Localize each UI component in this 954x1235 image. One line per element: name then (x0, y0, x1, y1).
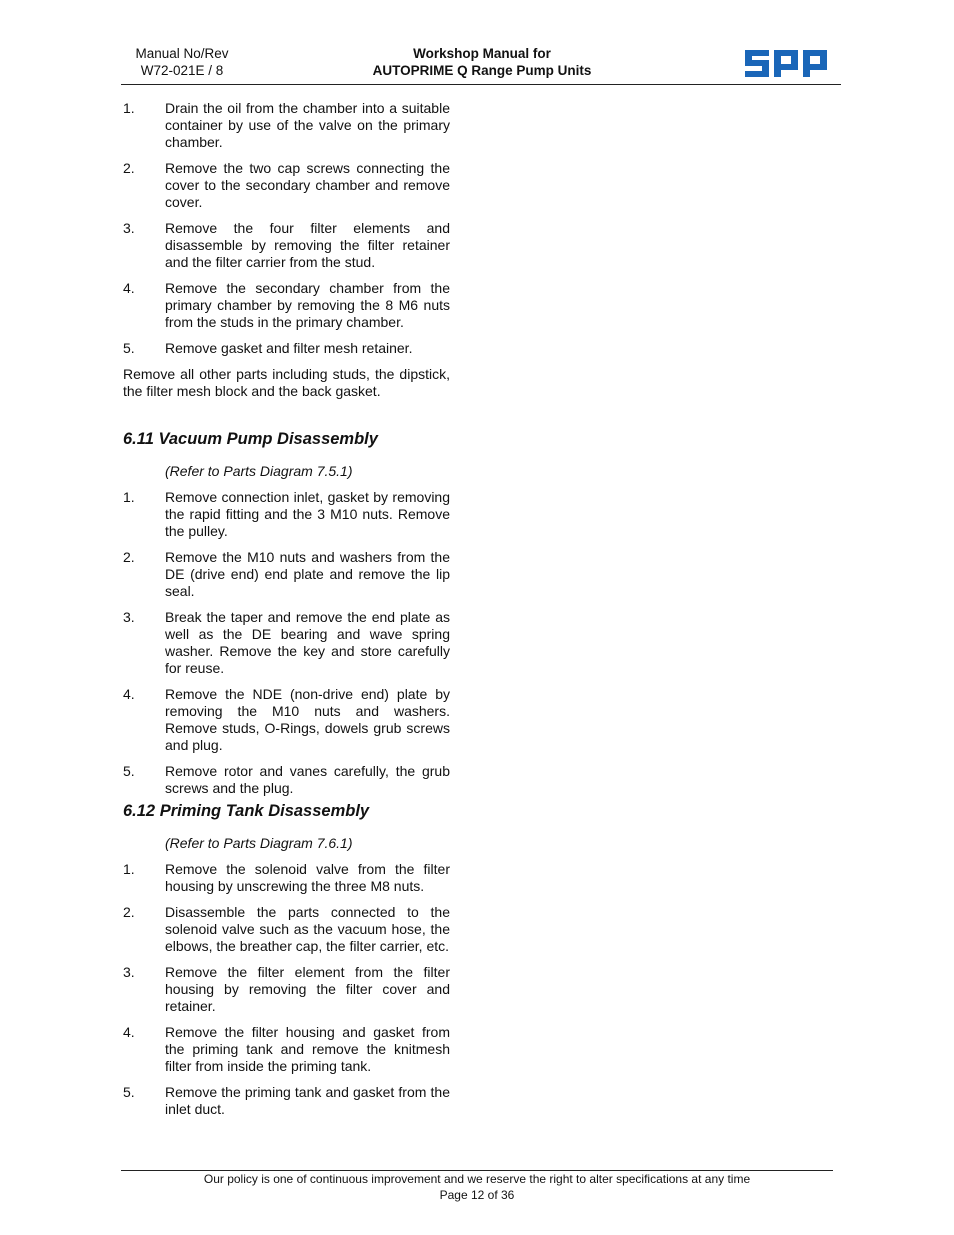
vacuum-pump-steps-list (123, 489, 450, 797)
list-item: 5. Remove rotor and vanes carefully, the grub screws and the plug. (123, 763, 450, 796)
list-item: 3. Remove the four filter elements and disassemble by removing the filter retainer and the filter carrier from the stud. (123, 220, 450, 270)
list-item: 2. Remove the two cap screws connecting the cover to the secondary chamber and remove cover. (123, 160, 450, 210)
section-heading-6-11: 6.11 Vacuum Pump Disassembly (123, 430, 378, 448)
spp-logo (744, 46, 828, 79)
parts-diagram-reference: (Refer to Parts Diagram 7.6.1) (165, 835, 353, 851)
list-item: 5. Remove gasket and filter mesh retainer. (123, 340, 413, 356)
section-heading-6-12: 6.12 Priming Tank Disassembly (123, 802, 370, 820)
manual-number-block (118, 45, 246, 79)
manual-number: W72-021E / 8 (140, 63, 224, 78)
list-item: 2. Remove the M10 nuts and washers from the DE (drive end) end plate and remove the lip seal. (123, 549, 450, 599)
filter-note: Remove all other parts including studs, the dipstick, the filter mesh block and the back gasket. (123, 366, 450, 399)
list-item: 5. Remove the priming tank and gasket from the inlet duct. (123, 1084, 450, 1117)
filter-steps-list (123, 100, 450, 357)
page-footer (121, 1171, 833, 1203)
list-item: 4. Remove the secondary chamber from the primary chamber by removing the 8 M6 nuts from the studs in the primary chamber. (123, 280, 450, 330)
list-item: 1. Remove the solenoid valve from the filter housing by unscrewing the three M8 nuts. (123, 861, 450, 894)
priming-tank-steps-list (123, 861, 450, 1118)
page-number: Page 12 of 36 (439, 1188, 515, 1202)
list-item: 4. Remove the filter housing and gasket from the priming tank and remove the knitmesh filter from inside the priming tank. (123, 1024, 450, 1074)
document-title (330, 45, 634, 79)
policy-statement: Our policy is one of continuous improvement and we reserve the right to alter specifications at any time (203, 1172, 751, 1186)
list-item: 2. Disassemble the parts connected to the solenoid valve such as the vacuum hose, the elbows, the breather cap, the filter carrier, etc. (123, 904, 450, 954)
parts-diagram-reference: (Refer to Parts Diagram 7.5.1) (165, 463, 353, 479)
list-item: 1. Remove connection inlet, gasket by removing the rapid fitting and the 3 M10 nuts. Remove the pulley. (123, 489, 450, 539)
title-line-1: Workshop Manual for (413, 46, 551, 61)
list-item: 4. Remove the NDE (non-drive end) plate by removing the M10 nuts and washers. Remove studs, O-Rings, dowels grub screws and plug. (123, 686, 450, 753)
list-item: 3. Break the taper and remove the end plate as well as the DE bearing and wave spring washer. Remove the key and store carefully for reuse. (123, 609, 450, 676)
content-column (123, 100, 450, 1127)
header-divider (121, 84, 841, 85)
title-line-2: AUTOPRIME Q Range Pump Units (372, 63, 592, 78)
manual-label: Manual No/Rev (135, 46, 229, 61)
list-item: 3. Remove the filter element from the filter housing by removing the filter cover and retainer. (123, 964, 450, 1014)
list-item: 1. Drain the oil from the chamber into a suitable container by use of the valve on the primary chamber. (123, 100, 450, 150)
